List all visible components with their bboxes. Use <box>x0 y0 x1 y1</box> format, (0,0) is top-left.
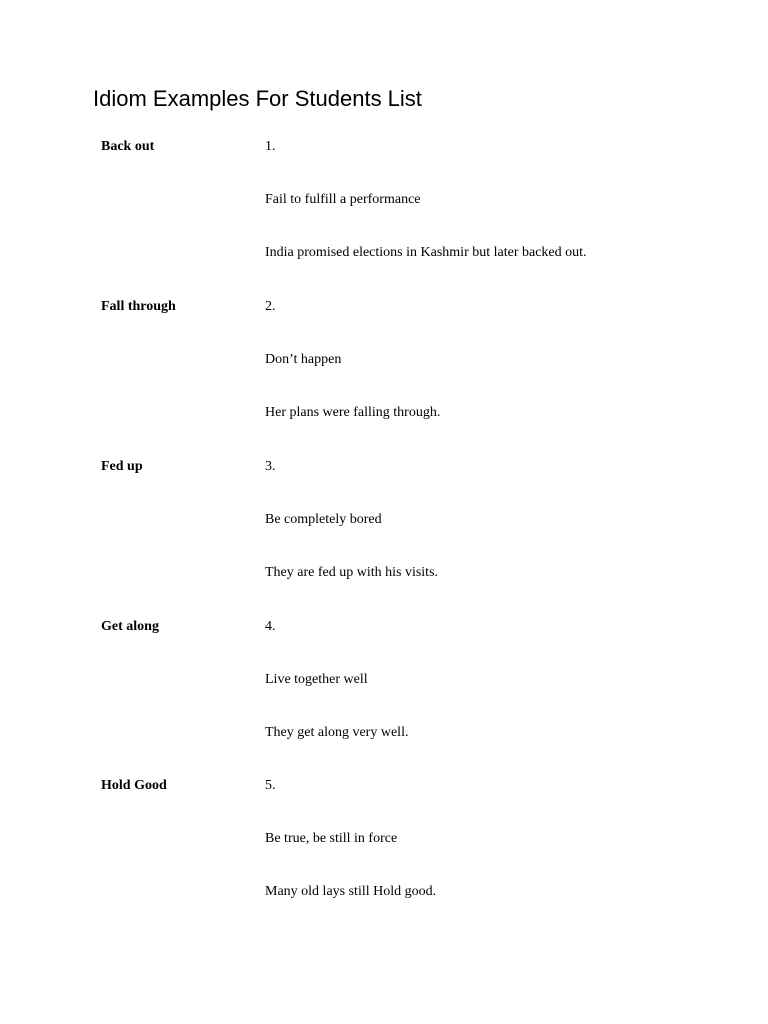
idiom-example: Many old lays still Hold good. <box>265 884 437 899</box>
page-title: Idiom Examples For Students List <box>93 86 422 111</box>
idiom-meaning: Don’t happen <box>265 352 342 367</box>
idiom-meaning: Live together well <box>265 672 368 687</box>
idiom-entry <box>0 778 768 938</box>
idiom-example: Her plans were falling through. <box>265 405 441 420</box>
idiom-meaning: Be completely bored <box>265 512 382 527</box>
idiom-term: Fed up <box>101 459 143 474</box>
idiom-number: 4. <box>265 619 276 634</box>
idiom-meaning: Fail to fulfill a performance <box>265 192 421 207</box>
idiom-entry <box>0 299 768 459</box>
idiom-number: 1. <box>265 139 276 154</box>
idiom-number: 3. <box>265 459 276 474</box>
idiom-term: Hold Good <box>101 778 167 793</box>
idiom-entry <box>0 139 768 299</box>
idiom-example: India promised elections in Kashmir but later backed out. <box>265 245 587 260</box>
idiom-example: They are fed up with his visits. <box>265 565 439 580</box>
idiom-term: Fall through <box>101 299 176 314</box>
idiom-entry <box>0 459 768 619</box>
idiom-term: Back out <box>101 139 155 154</box>
idiom-term: Get along <box>101 619 159 634</box>
idiom-entry <box>0 619 768 779</box>
idiom-number: 2. <box>265 299 276 314</box>
idiom-example: They get along very well. <box>265 725 409 740</box>
idiom-meaning: Be true, be still in force <box>265 831 398 846</box>
idiom-number: 5. <box>265 778 276 793</box>
